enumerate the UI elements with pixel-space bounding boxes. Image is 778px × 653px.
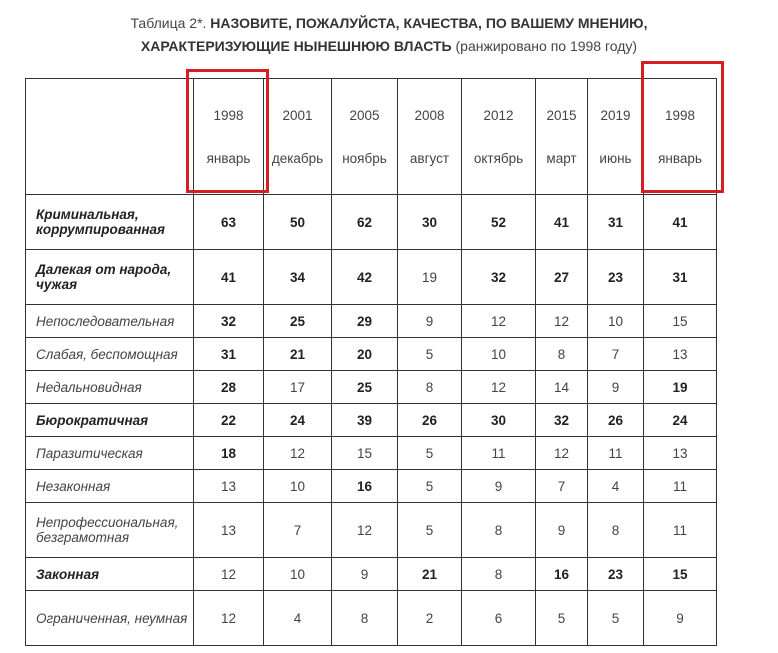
value-cell: 25: [332, 371, 398, 404]
value-cell: 30: [398, 195, 462, 250]
column-header: 2005 ноябрь: [332, 79, 398, 195]
value-cell: 21: [398, 558, 462, 591]
value-cell: 19: [398, 250, 462, 305]
row-label: Слабая, беспомощная: [26, 338, 194, 371]
column-header: 1998 январь: [194, 79, 264, 195]
value-cell: 26: [398, 404, 462, 437]
value-cell: 14: [536, 371, 588, 404]
value-cell: 9: [462, 470, 536, 503]
value-cell: 12: [264, 437, 332, 470]
value-cell: 5: [398, 503, 462, 558]
value-cell: 17: [264, 371, 332, 404]
column-header: 2001 декабрь: [264, 79, 332, 195]
row-label: Недальновидная: [26, 371, 194, 404]
row-label: Законная: [26, 558, 194, 591]
column-header: 1998 январь: [644, 79, 717, 195]
table-row: [26, 404, 717, 437]
value-cell: 10: [462, 338, 536, 371]
table-row: [26, 503, 717, 558]
table-row: [26, 250, 717, 305]
table-row: [26, 470, 717, 503]
value-cell: 12: [194, 558, 264, 591]
value-cell: 24: [644, 404, 717, 437]
value-cell: 25: [264, 305, 332, 338]
row-label: Непоследовательная: [26, 305, 194, 338]
value-cell: 12: [194, 591, 264, 646]
table-row: [26, 371, 717, 404]
caption-note: (ранжировано по 1998 году): [451, 38, 638, 54]
value-cell: 9: [644, 591, 717, 646]
value-cell: 52: [462, 195, 536, 250]
value-cell: 13: [644, 338, 717, 371]
value-cell: 13: [644, 437, 717, 470]
row-label: Далекая от народа, чужая: [26, 250, 194, 305]
value-cell: 5: [398, 470, 462, 503]
row-label: Ограниченная, неумная: [26, 591, 194, 646]
value-cell: 22: [194, 404, 264, 437]
row-label: Криминальная, коррумпированная: [26, 195, 194, 250]
value-cell: 11: [644, 470, 717, 503]
value-cell: 28: [194, 371, 264, 404]
value-cell: 7: [536, 470, 588, 503]
value-cell: 16: [332, 470, 398, 503]
row-label: Бюрократичная: [26, 404, 194, 437]
highlight-box-1998-right: [641, 61, 724, 193]
value-cell: 29: [332, 305, 398, 338]
column-header: 2012 октябрь: [462, 79, 536, 195]
value-cell: 4: [588, 470, 644, 503]
value-cell: 15: [332, 437, 398, 470]
value-cell: 21: [264, 338, 332, 371]
value-cell: 9: [398, 305, 462, 338]
value-cell: 41: [536, 195, 588, 250]
value-cell: 7: [264, 503, 332, 558]
value-cell: 32: [194, 305, 264, 338]
row-label: Незаконная: [26, 470, 194, 503]
caption-title-line-2: ХАРАКТЕРИЗУЮЩИЕ НЫНЕШНЮЮ ВЛАСТЬ: [140, 38, 452, 54]
column-header: 2019 июнь: [588, 79, 644, 195]
value-cell: 50: [264, 195, 332, 250]
value-cell: 20: [332, 338, 398, 371]
value-cell: 18: [194, 437, 264, 470]
value-cell: 39: [332, 404, 398, 437]
value-cell: 15: [644, 305, 717, 338]
value-cell: 11: [588, 437, 644, 470]
value-cell: 11: [644, 503, 717, 558]
value-cell: 9: [588, 371, 644, 404]
value-cell: 10: [264, 558, 332, 591]
column-header: 2015 март: [536, 79, 588, 195]
value-cell: 8: [588, 503, 644, 558]
value-cell: 42: [332, 250, 398, 305]
value-cell: 12: [332, 503, 398, 558]
value-cell: 9: [536, 503, 588, 558]
value-cell: 23: [588, 250, 644, 305]
table-body: [26, 195, 717, 646]
value-cell: 10: [588, 305, 644, 338]
value-cell: 23: [588, 558, 644, 591]
header-row: [26, 79, 717, 195]
highlight-box-1998-left: [186, 69, 269, 193]
table-row: [26, 437, 717, 470]
value-cell: 13: [194, 503, 264, 558]
value-cell: 8: [398, 371, 462, 404]
value-cell: 12: [462, 305, 536, 338]
table-caption-line-2: [0, 35, 778, 58]
value-cell: 5: [536, 591, 588, 646]
value-cell: 63: [194, 195, 264, 250]
value-cell: 4: [264, 591, 332, 646]
table-row: [26, 591, 717, 646]
value-cell: 30: [462, 404, 536, 437]
column-header: 2008 август: [398, 79, 462, 195]
value-cell: 8: [536, 338, 588, 371]
table-row: [26, 558, 717, 591]
value-cell: 7: [588, 338, 644, 371]
value-cell: 31: [194, 338, 264, 371]
value-cell: 62: [332, 195, 398, 250]
value-cell: 12: [536, 437, 588, 470]
caption-title-line-1: НАЗОВИТЕ, ПОЖАЛУЙСТА, КАЧЕСТВА, ПО ВАШЕМУ МНЕНИЮ,: [210, 15, 648, 31]
survey-table: [25, 78, 717, 646]
value-cell: 2: [398, 591, 462, 646]
value-cell: 12: [462, 371, 536, 404]
value-cell: 11: [462, 437, 536, 470]
value-cell: 31: [644, 250, 717, 305]
header-empty-cell: [26, 79, 194, 195]
value-cell: 13: [194, 470, 264, 503]
value-cell: 27: [536, 250, 588, 305]
value-cell: 26: [588, 404, 644, 437]
value-cell: 8: [462, 558, 536, 591]
value-cell: 15: [644, 558, 717, 591]
caption-prefix: Таблица 2*.: [130, 15, 211, 31]
value-cell: 24: [264, 404, 332, 437]
table-row: [26, 305, 717, 338]
value-cell: 5: [398, 338, 462, 371]
value-cell: 9: [332, 558, 398, 591]
table-row: [26, 338, 717, 371]
value-cell: 10: [264, 470, 332, 503]
table-row: [26, 195, 717, 250]
value-cell: 19: [644, 371, 717, 404]
value-cell: 5: [398, 437, 462, 470]
value-cell: 32: [462, 250, 536, 305]
value-cell: 16: [536, 558, 588, 591]
value-cell: 5: [588, 591, 644, 646]
value-cell: 8: [462, 503, 536, 558]
value-cell: 8: [332, 591, 398, 646]
row-label: Непрофессиональная, безграмотная: [26, 503, 194, 558]
value-cell: 34: [264, 250, 332, 305]
value-cell: 41: [194, 250, 264, 305]
value-cell: 31: [588, 195, 644, 250]
table-caption-line-1: [0, 12, 778, 35]
value-cell: 6: [462, 591, 536, 646]
row-label: Паразитическая: [26, 437, 194, 470]
value-cell: 41: [644, 195, 717, 250]
value-cell: 12: [536, 305, 588, 338]
value-cell: 32: [536, 404, 588, 437]
